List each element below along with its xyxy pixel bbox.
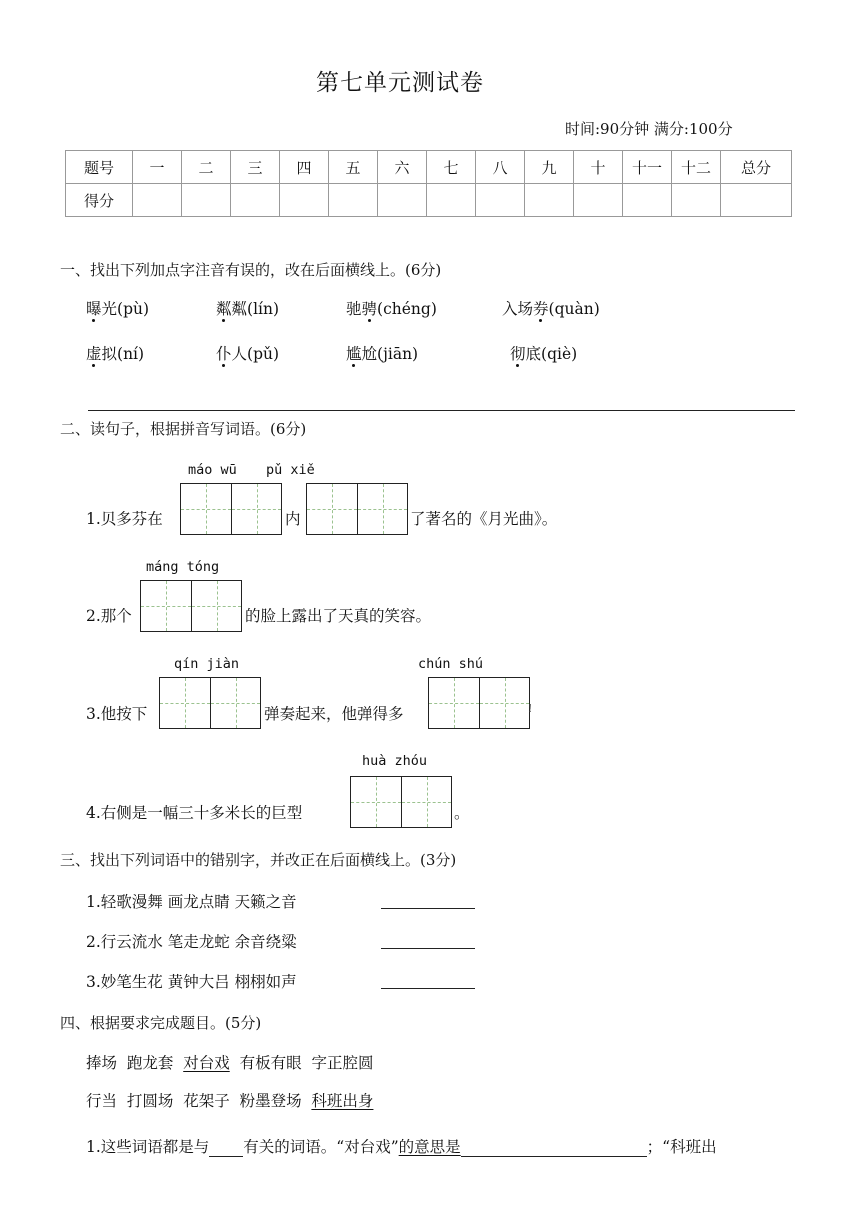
dotted-char: 虚 [86,345,102,363]
pinyin-label: qín jiàn [174,656,240,672]
table-cell: 七 [427,151,476,184]
pinyin-item [346,297,437,319]
table-cell: 三 [231,151,280,184]
typo-row: 2.行云流水 笔走龙蛇 余音绕粱 [86,933,297,951]
sentence-text: 了著名的《月光曲》。 [410,510,558,528]
sentence-text: 。 [454,804,470,822]
grid-cell[interactable] [351,777,401,827]
table-cell: 六 [378,151,427,184]
typo-row: 3.妙笔生花 黄钟大吕 栩栩如声 [86,973,297,991]
table-cell: 四 [280,151,329,184]
score-input-cell[interactable] [182,184,231,217]
answer-blank[interactable] [209,1138,243,1157]
sentence-text: 贝多芬在 [100,510,163,528]
item-text: (chéng) [377,300,437,318]
time-info: 时间:90分钟 满分:100分 [565,120,733,138]
dotted-char: 尴 [346,345,362,363]
underlined-word: 对台戏 [183,1054,230,1072]
grid-cell[interactable] [479,678,529,728]
underlined-word: 科班出身 [311,1092,374,1110]
pinyin-item [86,297,149,319]
score-input-cell[interactable] [378,184,427,217]
dotted-char: 曝 [86,300,102,318]
question-number: 3. [86,705,101,723]
score-input-cell[interactable] [721,184,792,217]
table-cell: 题号 [66,151,133,184]
answer-blank[interactable] [461,1138,647,1157]
sentence-text: 右侧是一幅三十多米长的巨型 [100,804,303,822]
question-text: 有关的词语。“对台戏” [243,1138,399,1156]
grid-cell[interactable] [357,484,407,534]
dotted-char: 券 [533,300,549,318]
sentence-text: ! [528,702,533,715]
dotted-char: 骋 [361,300,378,318]
pinyin-item [86,342,144,364]
sentence-part [86,702,147,724]
question-number: 2. [86,607,101,625]
question-text: 1.这些词语都是与 [86,1138,210,1156]
pinyin-item [216,342,279,364]
word-list [86,1089,373,1111]
answer-blank[interactable] [381,930,475,949]
writing-grid[interactable] [428,677,533,729]
dotted-char: 仆 [216,345,232,363]
score-input-cell[interactable] [672,184,721,217]
item-text: 尬(jiān) [361,345,419,363]
score-input-cell[interactable] [329,184,378,217]
writing-grid[interactable] [140,580,242,632]
table-cell: 九 [525,151,574,184]
typo-row: 1.轻歌漫舞 画龙点睛 天籁之音 [86,893,297,911]
pinyin-item [502,297,600,319]
grid-cell[interactable] [181,484,231,534]
table-cell: 二 [182,151,231,184]
pinyin-item [510,342,577,364]
table-cell: 一 [133,151,182,184]
score-table-header-row [66,151,792,184]
score-input-cell[interactable] [525,184,574,217]
score-input-cell[interactable] [133,184,182,217]
score-input-cell[interactable] [623,184,672,217]
pinyin-item [346,342,418,364]
score-input-cell[interactable] [476,184,525,217]
word-text: 捧场 跑龙套 [86,1054,184,1072]
score-input-cell[interactable] [574,184,623,217]
grid-cell[interactable] [191,581,241,631]
sentence-part [86,507,163,529]
sentence-text: 那个 [100,607,132,625]
answer-blank[interactable] [381,970,475,989]
grid-cell[interactable] [307,484,357,534]
table-cell: 总分 [721,151,792,184]
section3-heading: 三、找出下列词语中的错别字，并改正在后面横线上。(3分) [60,851,457,869]
sentence-text: 弹奏起来，他弹得多 [264,705,404,723]
table-cell: 十 [574,151,623,184]
writing-grid[interactable] [159,677,261,729]
pinyin-label: pǔ xiě [266,462,315,478]
word-list [86,1051,373,1073]
grid-cell[interactable] [210,678,260,728]
table-cell: 得分 [66,184,133,217]
pinyin-item [216,297,279,319]
section4-heading: 四、根据要求完成题目。(5分) [60,1014,262,1032]
grid-cell[interactable] [401,777,451,827]
section2-heading: 二、读句子，根据拼音写词语。(6分) [60,420,307,438]
page-title: 第七单元测试卷 [316,70,484,96]
item-text: 人(pǔ) [231,345,280,363]
table-cell: 十二 [672,151,721,184]
score-input-cell[interactable] [231,184,280,217]
dotted-char: 粼 [216,300,232,318]
pinyin-label: huà zhóu [362,753,428,769]
grid-cell[interactable] [231,484,281,534]
sentence-part [86,801,302,823]
table-cell: 五 [329,151,378,184]
item-text: (quàn) [548,300,600,318]
sentence-text: 的脸上露出了天真的笑容。 [245,607,432,625]
question-text: ；“科班出 [646,1138,717,1156]
item-text: 粼(lín) [231,300,280,318]
table-cell: 八 [476,151,525,184]
sentence-part [86,604,132,626]
word-text: 有板有眼 字正腔圆 [229,1054,374,1072]
sentence-text: 内 [285,510,301,528]
dotted-char: 彻 [510,345,526,363]
question-text: 的意思是 [398,1138,461,1156]
item-text: 入场 [502,300,534,318]
answer-line[interactable] [88,410,795,411]
pinyin-label: máo wū [188,462,237,478]
score-table [65,150,792,217]
item-text: 驰 [346,300,362,318]
section1-heading: 一、找出下列加点字注音有误的，改在后面横线上。(6分) [60,261,442,279]
question-number: 1. [86,510,101,528]
item-text: 拟(ní) [101,345,145,363]
item-text: 底(qiè) [525,345,578,363]
pinyin-label: chún shú [418,656,484,672]
sentence-text: 他按下 [100,705,148,723]
grid-cell[interactable] [160,678,210,728]
score-input-cell[interactable] [280,184,329,217]
item-text: 光(pù) [101,300,150,318]
score-input-cell[interactable] [427,184,476,217]
question-number: 4. [86,804,101,822]
question-line [86,1135,717,1157]
writing-grid[interactable] [180,483,282,535]
writing-grid[interactable] [350,776,452,828]
table-cell: 十一 [623,151,672,184]
answer-blank[interactable] [381,890,475,909]
grid-cell[interactable] [429,678,479,728]
score-table-score-row [66,184,792,217]
grid-cell[interactable] [141,581,191,631]
writing-grid[interactable] [306,483,408,535]
word-text: 行当 打圆场 花架子 粉墨登场 [86,1092,312,1110]
pinyin-label: máng tóng [146,559,220,575]
